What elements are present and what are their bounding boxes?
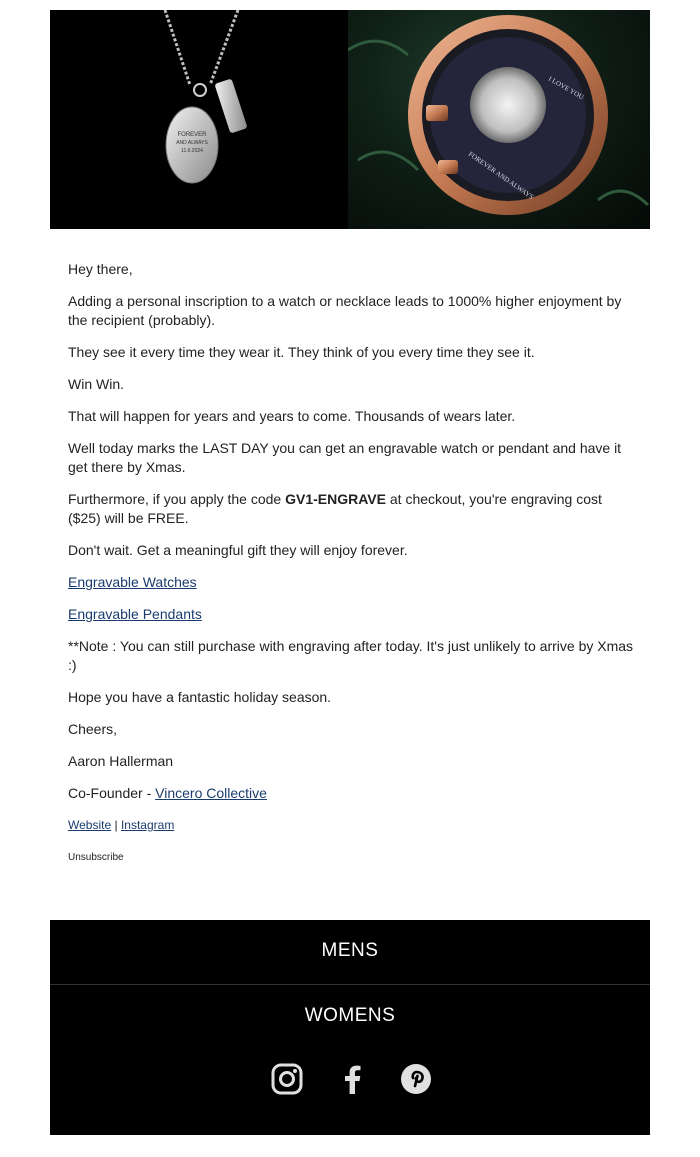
paragraph-win-win: Win Win. [68,376,124,392]
social-text-links [68,816,638,835]
paragraph-years: That will happen for years and years to come. Thousands of wears later. [68,408,516,424]
paragraph-holiday: Hope you have a fantastic holiday season. [68,689,332,705]
pendant-image [50,10,348,229]
watch-image [348,10,650,229]
paragraph-see-it: They see it every time they wear it. They think of you every time they see it. [68,344,535,360]
watch-illustration [348,10,650,229]
pendant-engraving-1: FOREVER [177,132,207,138]
engravable-watches-link[interactable]: Engravable Watches [68,574,197,590]
watch-engraving-2: FOREVER AND ALWAYS [466,150,536,202]
facebook-icon[interactable] [336,1062,370,1096]
paragraph-dont-wait: Don't wait. Get a meaningful gift they will enjoy forever. [68,542,408,558]
watch-engraving-1: I LOVE YOU [547,74,586,102]
sender-title-text: Co-Founder - [68,785,156,801]
pinterest-icon[interactable] [399,1062,433,1096]
promo-text-before: Furthermore, if you apply the code [68,491,286,507]
paragraph-last-day: Well today marks the LAST DAY you can get an engravable watch or pendant and have it get there by Xmas. [68,440,622,475]
watches-link-row [68,573,638,592]
link-separator: | [114,818,118,832]
website-link[interactable]: Website [68,818,112,832]
hero-banner[interactable] [50,10,650,229]
instagram-link[interactable]: Instagram [120,818,175,832]
email-body [68,260,638,880]
instagram-icon[interactable] [270,1062,304,1096]
pendant-illustration [50,10,348,229]
pendant-engraving-3: 11.6.2024 [181,148,203,154]
promo-code: GV1-ENGRAVE [285,491,386,507]
engravable-pendants-link[interactable]: Engravable Pendants [68,606,202,622]
womens-link[interactable]: WOMENS [304,1005,396,1026]
mens-link[interactable]: MENS [321,940,379,961]
pendant-engraving-2: AND ALWAYS [176,140,208,146]
paragraph-note: **Note : You can still purchase with engraving after today. It's just unlikely to arrive by Xmas :) [68,638,634,673]
unsubscribe-link[interactable]: Unsubscribe [68,852,124,863]
signoff: Cheers, [68,721,118,737]
vincero-collective-link[interactable]: Vincero Collective [155,785,267,801]
footer-nav [50,920,650,1135]
pendants-link-row [68,605,638,624]
footer-divider [50,984,650,985]
greeting: Hey there, [68,261,133,277]
sender-title [68,784,638,803]
promo-text-after: at checkout, you're engraving cost ($25) will be FREE. [68,491,602,526]
sender-name: Aaron Hallerman [68,753,174,769]
paragraph-promo-code [68,490,638,528]
paragraph-inscription: Adding a personal inscription to a watch or necklace leads to 1000% higher enjoyment by the recipient (probably). [68,293,622,328]
